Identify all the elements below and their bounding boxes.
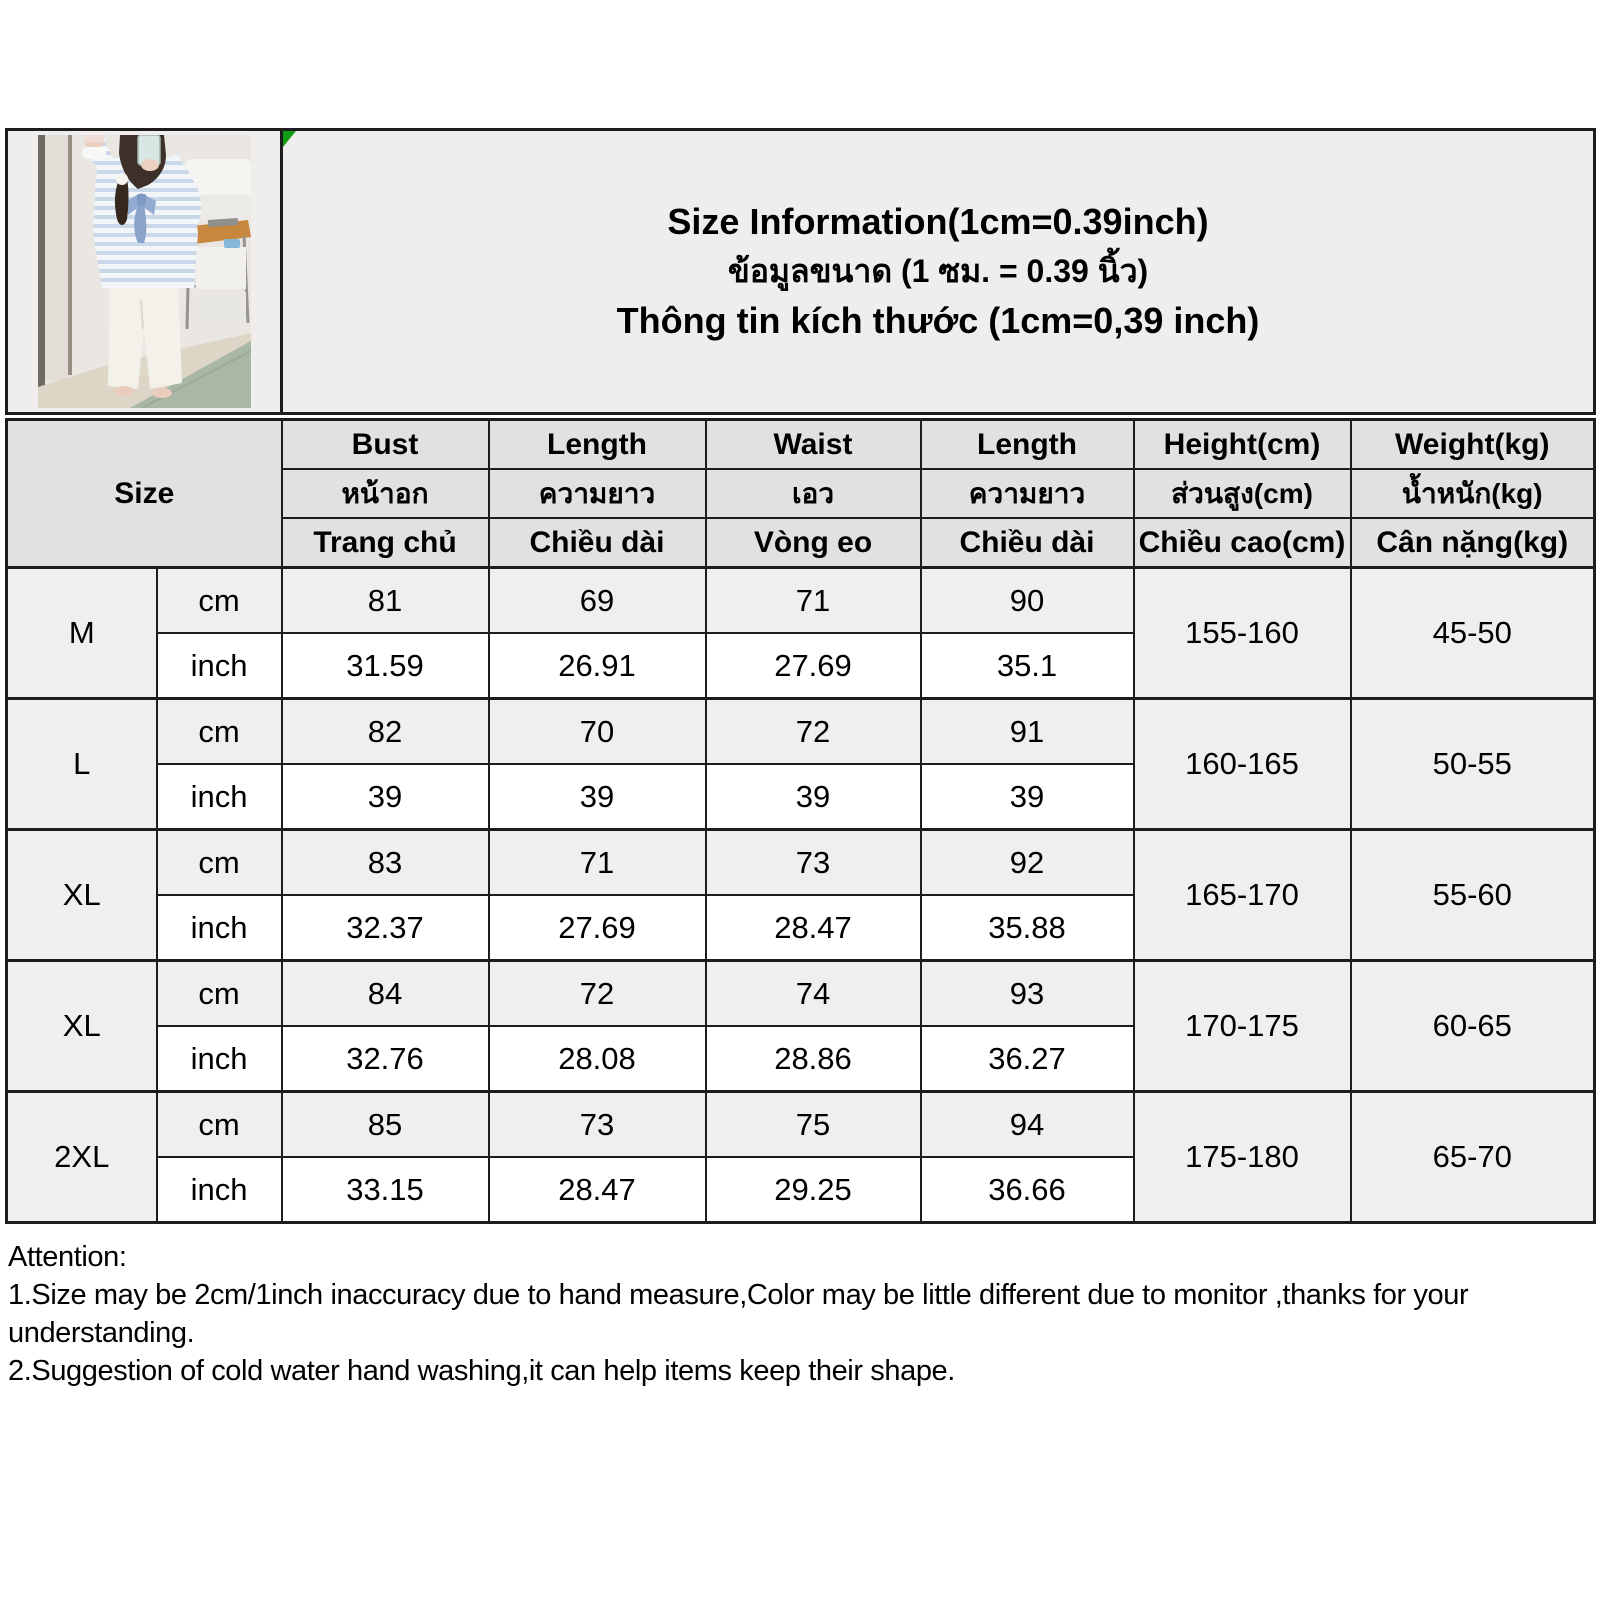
value-cell: 72 bbox=[489, 961, 706, 1027]
col-header-bust-en: Bust bbox=[282, 420, 489, 470]
value-cell: 39 bbox=[921, 764, 1134, 830]
attention-note-2: 2.Suggestion of cold water hand washing,it can help items keep their shape. bbox=[8, 1355, 955, 1387]
value-cell: 39 bbox=[489, 764, 706, 830]
unit-cm: cm bbox=[157, 1092, 282, 1158]
title-thai: ข้อมูลขนาด (1 ซม. = 0.39 นิ้ว) bbox=[727, 252, 1149, 289]
product-photo-box bbox=[5, 128, 283, 415]
col-header-height-th: ส่วนสูง(cm) bbox=[1134, 469, 1351, 518]
col-header-length2-vi: Chiều dài bbox=[921, 518, 1134, 568]
header-section bbox=[5, 128, 1596, 415]
height-range-xl2: 170-175 bbox=[1134, 961, 1351, 1092]
unit-inch: inch bbox=[157, 1157, 282, 1223]
col-header-weight-th: น้ำหนัก(kg) bbox=[1351, 469, 1595, 518]
col-header-bust-vi: Trang chủ bbox=[282, 518, 489, 568]
size-label-l: L bbox=[7, 699, 157, 830]
value-cell: 71 bbox=[489, 830, 706, 896]
unit-cm: cm bbox=[157, 568, 282, 634]
col-header-waist-vi: Vòng eo bbox=[706, 518, 921, 568]
value-cell: 92 bbox=[921, 830, 1134, 896]
unit-inch: inch bbox=[157, 1026, 282, 1092]
value-cell: 27.69 bbox=[706, 633, 921, 699]
value-cell: 73 bbox=[706, 830, 921, 896]
value-cell: 93 bbox=[921, 961, 1134, 1027]
value-cell: 85 bbox=[282, 1092, 489, 1158]
value-cell: 36.27 bbox=[921, 1026, 1134, 1092]
title-vietnamese: Thông tin kích thước (1cm=0,39 inch) bbox=[616, 300, 1260, 342]
header-row-english bbox=[7, 420, 1595, 470]
value-cell: 90 bbox=[921, 568, 1134, 634]
value-cell: 69 bbox=[489, 568, 706, 634]
value-cell: 91 bbox=[921, 699, 1134, 765]
value-cell: 81 bbox=[282, 568, 489, 634]
height-range-m: 155-160 bbox=[1134, 568, 1351, 699]
col-header-waist-en: Waist bbox=[706, 420, 921, 470]
unit-cm: cm bbox=[157, 699, 282, 765]
height-range-2xl: 175-180 bbox=[1134, 1092, 1351, 1223]
size-label-xl: XL bbox=[7, 830, 157, 961]
value-cell: 83 bbox=[282, 830, 489, 896]
col-header-height-vi: Chiều cao(cm) bbox=[1134, 518, 1351, 568]
size-label-2xl: 2XL bbox=[7, 1092, 157, 1223]
row-m-cm bbox=[7, 568, 1595, 634]
value-cell: 27.69 bbox=[489, 895, 706, 961]
size-label-m: M bbox=[7, 568, 157, 699]
row-xl2-cm bbox=[7, 961, 1595, 1027]
value-cell: 70 bbox=[489, 699, 706, 765]
col-header-weight-vi: Cân nặng(kg) bbox=[1351, 518, 1595, 568]
value-cell: 32.76 bbox=[282, 1026, 489, 1092]
value-cell: 26.91 bbox=[489, 633, 706, 699]
value-cell: 84 bbox=[282, 961, 489, 1027]
attention-notes bbox=[8, 1238, 1576, 1390]
weight-range-xl2: 60-65 bbox=[1351, 961, 1595, 1092]
col-header-length2-th: ความยาว bbox=[921, 469, 1134, 518]
value-cell: 31.59 bbox=[282, 633, 489, 699]
title-english: Size Information(1cm=0.39inch) bbox=[667, 201, 1209, 243]
value-cell: 71 bbox=[706, 568, 921, 634]
col-header-length2-en: Length bbox=[921, 420, 1134, 470]
weight-range-xl: 55-60 bbox=[1351, 830, 1595, 961]
col-header-length-th: ความยาว bbox=[489, 469, 706, 518]
value-cell: 28.47 bbox=[489, 1157, 706, 1223]
value-cell: 36.66 bbox=[921, 1157, 1134, 1223]
value-cell: 33.15 bbox=[282, 1157, 489, 1223]
col-header-length-vi: Chiều dài bbox=[489, 518, 706, 568]
row-xl-cm bbox=[7, 830, 1595, 896]
value-cell: 82 bbox=[282, 699, 489, 765]
weight-range-l: 50-55 bbox=[1351, 699, 1595, 830]
value-cell: 29.25 bbox=[706, 1157, 921, 1223]
unit-cm: cm bbox=[157, 961, 282, 1027]
value-cell: 28.86 bbox=[706, 1026, 921, 1092]
size-corner-cell: Size bbox=[7, 420, 282, 568]
value-cell: 35.1 bbox=[921, 633, 1134, 699]
height-range-xl: 165-170 bbox=[1134, 830, 1351, 961]
value-cell: 39 bbox=[706, 764, 921, 830]
unit-inch: inch bbox=[157, 633, 282, 699]
col-header-waist-th: เอว bbox=[706, 469, 921, 518]
size-label-xl2: XL bbox=[7, 961, 157, 1092]
value-cell: 72 bbox=[706, 699, 921, 765]
attention-heading: Attention: bbox=[8, 1241, 127, 1273]
weight-range-2xl: 65-70 bbox=[1351, 1092, 1595, 1223]
col-header-length-en: Length bbox=[489, 420, 706, 470]
height-range-l: 160-165 bbox=[1134, 699, 1351, 830]
value-cell: 28.08 bbox=[489, 1026, 706, 1092]
value-cell: 74 bbox=[706, 961, 921, 1027]
unit-cm: cm bbox=[157, 830, 282, 896]
value-cell: 35.88 bbox=[921, 895, 1134, 961]
value-cell: 28.47 bbox=[706, 895, 921, 961]
pajama-model-photo bbox=[38, 135, 251, 408]
col-header-bust-th: หน้าอก bbox=[282, 469, 489, 518]
col-header-height-en: Height(cm) bbox=[1134, 420, 1351, 470]
value-cell: 94 bbox=[921, 1092, 1134, 1158]
value-cell: 39 bbox=[282, 764, 489, 830]
value-cell: 32.37 bbox=[282, 895, 489, 961]
unit-inch: inch bbox=[157, 895, 282, 961]
col-header-weight-en: Weight(kg) bbox=[1351, 420, 1595, 470]
row-2xl-cm bbox=[7, 1092, 1595, 1158]
size-table bbox=[5, 418, 1596, 1224]
attention-note-1: 1.Size may be 2cm/1inch inaccuracy due to hand measure,Color may be little different due to monitor ,thanks for your understanding. bbox=[8, 1279, 1469, 1349]
green-corner-marker bbox=[283, 131, 296, 147]
value-cell: 75 bbox=[706, 1092, 921, 1158]
unit-inch: inch bbox=[157, 764, 282, 830]
weight-range-m: 45-50 bbox=[1351, 568, 1595, 699]
value-cell: 73 bbox=[489, 1092, 706, 1158]
row-l-cm bbox=[7, 699, 1595, 765]
title-panel bbox=[283, 128, 1596, 415]
